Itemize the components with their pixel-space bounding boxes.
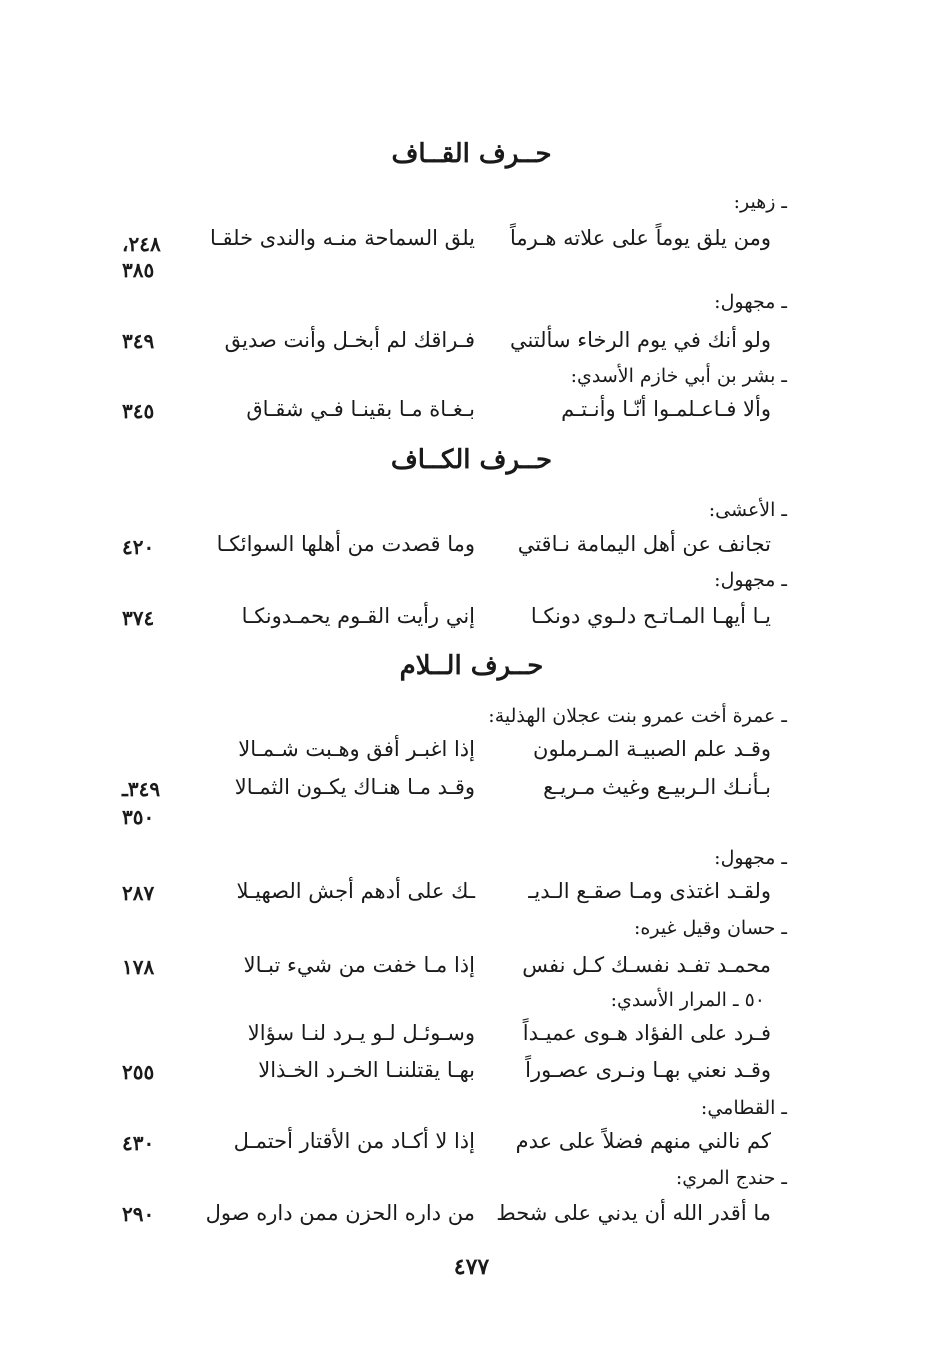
page-reference: ٢٨٧ <box>122 881 155 905</box>
verse-first-hemistich: فـرد على الفؤاد هـوى عميـداً <box>522 1021 771 1045</box>
page-reference: ٣٤٩ <box>122 329 155 353</box>
verse-second-hemistich: إذا مـا خفت من شيء تبـالا <box>243 953 475 977</box>
verse-second-hemistich: وما قصدت من أهلها السوائكـا <box>216 532 475 556</box>
verse-second-hemistich: من داره الحزن ممن داره صول <box>205 1201 475 1225</box>
verse-first-hemistich: بـأنـك الـربيـع وغيث مـريـع <box>543 775 771 799</box>
page-reference: ٣٨٥ <box>122 258 155 282</box>
section-heading-lam: حــرف الــلام <box>399 651 544 681</box>
page-reference: ٣٤٩ـ <box>122 777 161 801</box>
poet-label: ـ مجهول: <box>714 847 787 869</box>
verse-second-hemistich: بهـا يقتلننـا الخـرد الخـذالا <box>258 1058 475 1082</box>
poet-label: ٥٠ ـ المرار الأسدي: <box>610 989 765 1011</box>
verse-second-hemistich: بـغـاة مـا بقينـا فـي شقـاق <box>246 397 475 421</box>
page-reference: ٤٢٠ <box>122 535 155 559</box>
poet-label: ـ حسان وقيل غيره: <box>633 917 787 939</box>
poet-label: ـ الأعشى: <box>708 499 787 521</box>
page-reference: ٣٥٠ <box>122 805 155 829</box>
verse-second-hemistich: إذا لا أكـاد من الأقتار أحتمـل <box>233 1129 475 1153</box>
verse-first-hemistich: يـا أيهـا المـاتـح دلـوي دونكـا <box>530 604 771 628</box>
verse-second-hemistich: وقـد مـا هنـاك يكـون الثمـالا <box>234 775 475 799</box>
verse-first-hemistich: ومن يلق يوماً على علاته هـرماً <box>509 226 771 250</box>
poet-label: ـ زهير: <box>733 191 787 213</box>
page-reference: ٢٤٨، <box>122 232 161 256</box>
poet-label: ـ بشر بن أبي خازم الأسدي: <box>570 365 787 387</box>
verse-first-hemistich: كم نالني منهم فضلاً على عدم <box>515 1129 771 1153</box>
verse-first-hemistich: محمـد تفـد نفسـك كـل نفس <box>522 953 771 977</box>
page-reference: ٤٣٠ <box>122 1131 155 1155</box>
section-heading-qaf: حــرف القــاف <box>391 139 552 169</box>
poet-label: ـ مجهول: <box>714 291 787 313</box>
verse-second-hemistich: إني رأيت القـوم يحمـدونكـا <box>241 604 475 628</box>
page-reference: ١٧٨ <box>122 955 155 979</box>
verse-first-hemistich: ولو أنك في يوم الرخاء سألتني <box>509 328 771 352</box>
page-reference: ٢٥٥ <box>122 1060 155 1084</box>
poet-label: ـ القطامي: <box>700 1097 787 1119</box>
page-reference: ٢٩٠ <box>122 1202 155 1226</box>
poet-label: ـ عمرة أخت عمرو بنت عجلان الهذلية: <box>488 705 787 727</box>
verse-first-hemistich: ما أقدر الله أن يدني على شحط <box>496 1201 771 1225</box>
poet-label: ـ مجهول: <box>714 569 787 591</box>
page-number: ٤٧٧ <box>453 1254 490 1280</box>
verse-first-hemistich: ولقـد اغتذى ومـا صقـع الـديـ <box>528 879 771 903</box>
page-reference: ٣٤٥ <box>122 399 155 423</box>
poet-label: ـ حندج المري: <box>675 1167 787 1189</box>
verse-first-hemistich: تجانف عن أهل اليمامة نـاقتي <box>517 532 771 556</box>
verse-second-hemistich: وسـوئـل لـو يـرد لنـا سؤالا <box>247 1021 475 1045</box>
verse-second-hemistich: فـراقك لم أبخـل وأنت صديق <box>224 328 475 352</box>
verse-second-hemistich: إذا اغبـر أفق وهـبت شـمـالا <box>238 737 475 761</box>
verse-first-hemistich: وقـد علم الصبيـة المـرملون <box>533 737 771 761</box>
verse-first-hemistich: وقـد نعني بهـا ونـرى عصـوراً <box>525 1058 771 1082</box>
verse-first-hemistich: وألا فـاعـلمـوا أنّـا وأنـتـم <box>561 397 771 421</box>
page-reference: ٣٧٤ <box>122 606 155 630</box>
verse-second-hemistich: ـك على أدهم أجش الصهيـلا <box>236 879 475 903</box>
section-heading-kaf: حــرف الكــاف <box>390 445 553 475</box>
verse-second-hemistich: يلق السماحة منـه والندى خلقـا <box>209 226 475 250</box>
